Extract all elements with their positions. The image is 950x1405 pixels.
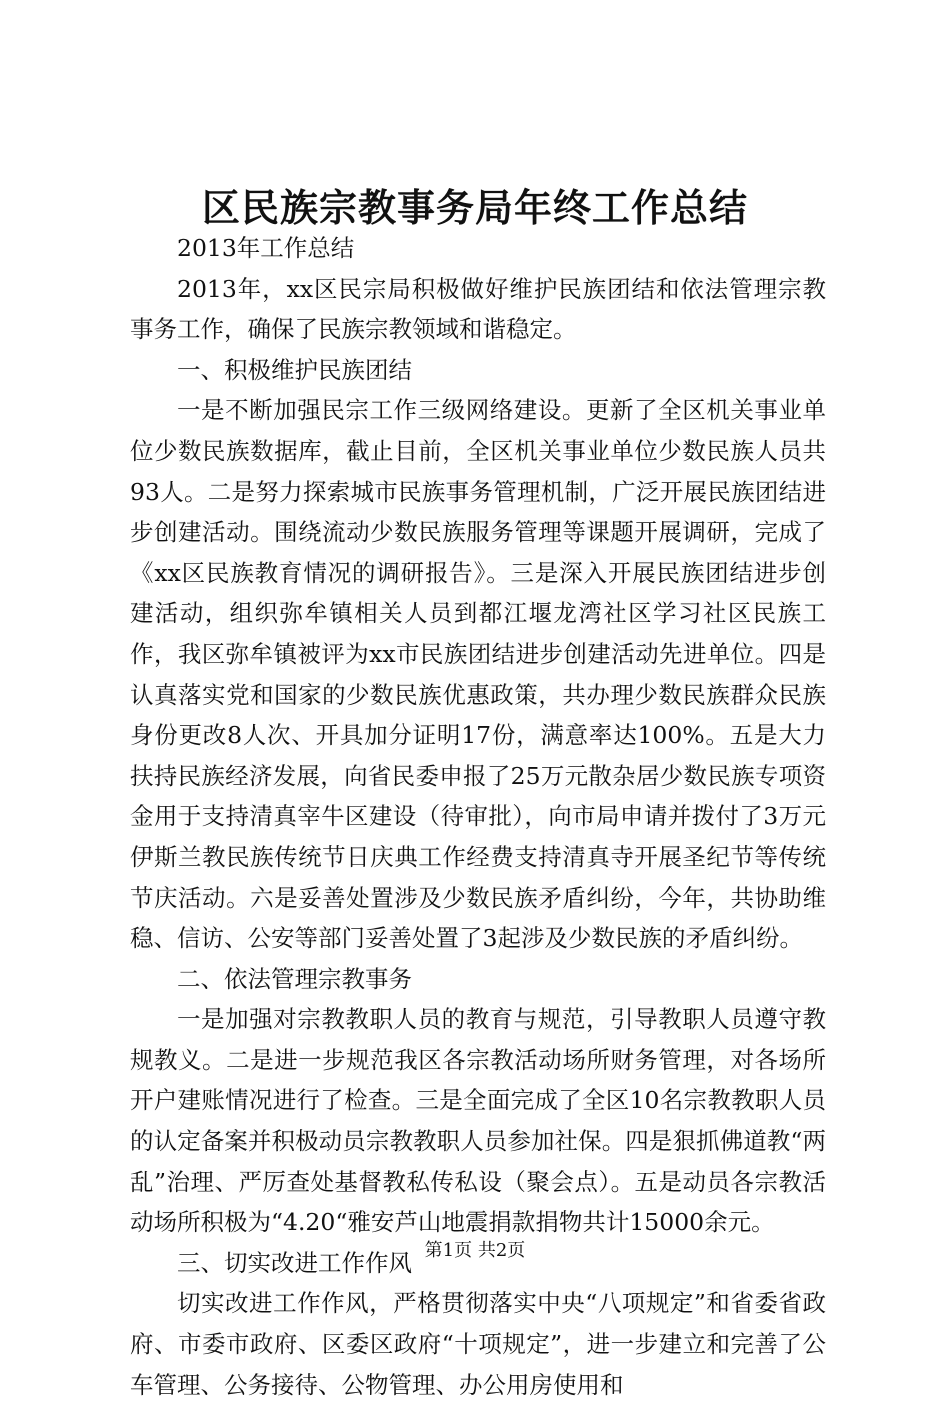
section-3-paragraph: 切实改进工作作风，严格贯彻落实中央“八项规定”和省委省政府、市委市政府、区委区政府“十项规定”，进一步建立和完善了公车管理、公务接待、公物管理、办公用房使用和 — [130, 1289, 826, 1399]
document-title: 区民族宗教事务局年终工作总结 — [201, 185, 748, 230]
page-footer: 第1页 共2页 — [424, 1240, 526, 1261]
section-2-paragraph: 一是加强对宗教教职人员的教育与规范，引导教职人员遵守教规教义。二是进一步规范我区各宗教活动场所财务管理，对各场所开户建账情况进行了检查。三是全面完成了全区10名宗教教职人员的认定备案并积极动员宗教教职人员参加社保。四是狠抓佛道教“两乱”治理、严厉查处基督教私传私设（聚会点）。五是动员各宗教活动场所积极为“4.20“雅安芦山地震捐款捐物共计15000余元。 — [130, 1005, 826, 1237]
section-heading-1: 一、积极维护民族团结 — [177, 355, 412, 384]
document-body — [130, 228, 826, 1405]
section-heading-2: 二、依法管理宗教事务 — [177, 964, 412, 993]
subtitle-paragraph: 2013年工作总结 — [177, 234, 355, 262]
section-1-paragraph: 一是不断加强民宗工作三级网络建设。更新了全区机关事业单位少数民族数据库，截止目前，全区机关事业单位少数民族人员共93人。二是努力探索城市民族事务管理机制，广泛开展民族团结进步创建活动。围绕流动少数民族服务管理等课题开展调研，完成了《xx区民族教育情况的调研报告》。三是深入开展民族团结进步创建活动，组织弥牟镇相关人员到都江堰龙湾社区学习社区民族工作，我区弥牟镇被评为xx市民族团结进步创建活动先进单位。四是认真落实党和国家的少数民族优惠政策，共办理少数民族群众民族身份更改8人次、开具加分证明17份，满意率达100%。五是大力扶持民族经济发展，向省民委申报了25万元散杂居少数民族专项资金用于支持清真宰牛区建设（待审批），向市局申请并拨付了3万元伊斯兰教民族传统节日庆典工作经费支持清真寺开展圣纪节等传统节庆活动。六是妥善处置涉及少数民族矛盾纠纷，今年，共协助维稳、信访、公安等部门妥善处置了3起涉及少数民族的矛盾纠纷。 — [130, 396, 826, 953]
section-heading-3: 三、切实改进工作作风 — [177, 1248, 412, 1277]
intro-paragraph: 2013年，xx区民宗局积极做好维护民族团结和依法管理宗教事务工作，确保了民族宗教领域和谐稳定。 — [130, 274, 826, 344]
